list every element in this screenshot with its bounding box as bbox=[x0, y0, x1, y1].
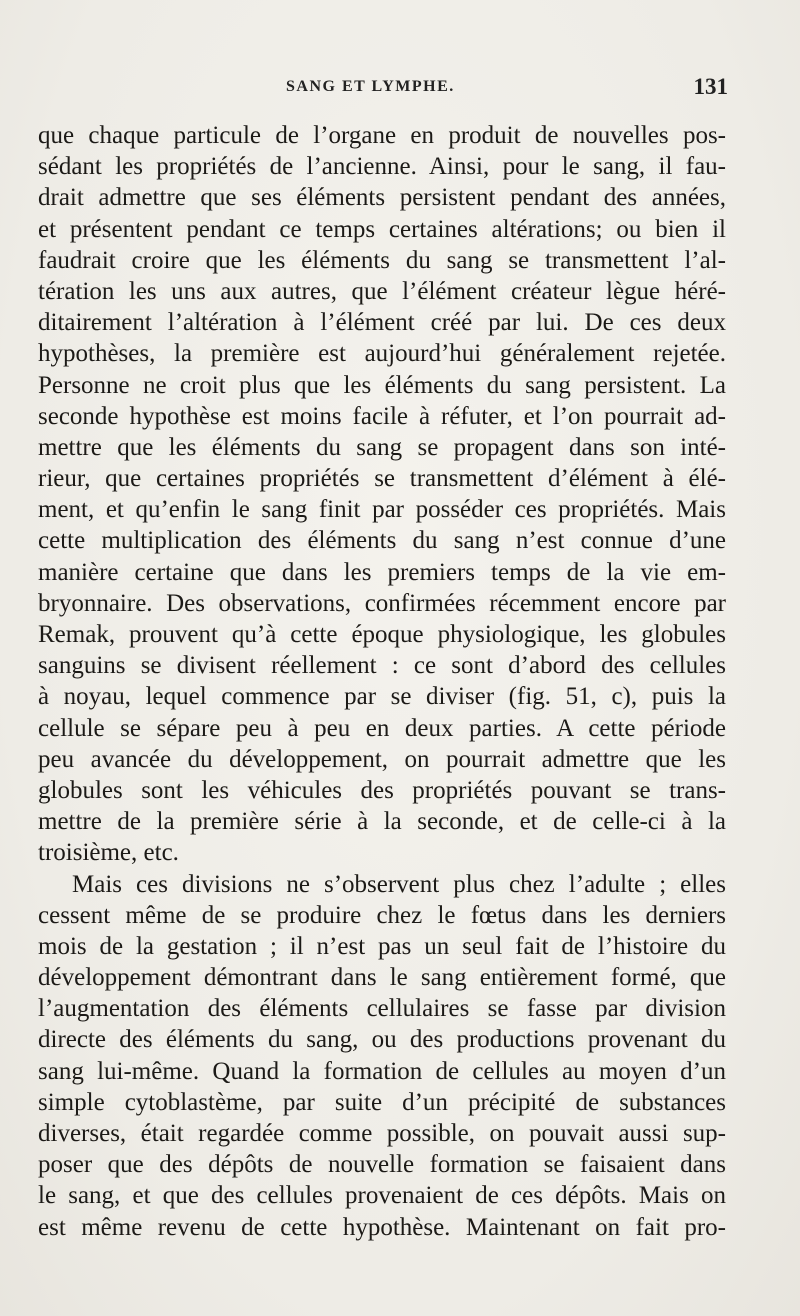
text-line: hypothèses, la première est aujourd’hui généralement rejetée. bbox=[38, 340, 726, 368]
text-line: est même revenu de cette hypothèse. Maintenant on fait pro- bbox=[38, 1213, 726, 1241]
text-line: développement démontrant dans le sang entièrement formé, que bbox=[38, 964, 726, 992]
text-line: peu avancée du développement, on pourrait admettre que les bbox=[38, 745, 726, 773]
text-line: mettre de la première série à la seconde, et de celle-ci à la bbox=[38, 808, 726, 836]
text-line: le sang, et que des cellules provenaient de ces dépôts. Mais on bbox=[38, 1182, 726, 1210]
text-line: Personne ne croit plus que les éléments du sang persistent. La bbox=[38, 371, 726, 399]
page-number: 131 bbox=[693, 74, 728, 99]
text-line: rieur, que certaines propriétés se transmettent d’élément à élé- bbox=[38, 465, 726, 493]
text-line: Remak, prouvent qu’à cette époque physiologique, les globules bbox=[38, 621, 726, 648]
text-line: troisième, etc. bbox=[38, 839, 179, 867]
text-line: cellule se sépare peu à peu en deux parties. A cette période bbox=[38, 714, 726, 742]
text-line: bryonnaire. Des observations, confirmées récemment encore par bbox=[38, 589, 726, 617]
text-line: globules sont les véhicules des propriétés pouvant se trans- bbox=[38, 776, 726, 804]
text-line: poser que des dépôts de nouvelle formation se faisaient dans bbox=[38, 1151, 726, 1179]
text-line: ditairement l’altération à l’élément créé par lui. De ces deux bbox=[38, 309, 726, 337]
text-line: seconde hypothèse est moins facile à réfuter, et l’on pourrait ad- bbox=[38, 402, 726, 430]
text-line: mettre que les éléments du sang se propagent dans son inté- bbox=[38, 433, 726, 461]
text-line: tération les uns aux autres, que l’élément créateur lègue héré- bbox=[38, 277, 726, 305]
text-line: l’augmentation des éléments cellulaires se fasse par division bbox=[38, 995, 726, 1023]
text-line: sang lui-même. Quand la formation de cellules au moyen d’un bbox=[38, 1057, 726, 1085]
running-title: SANG ET LYMPHE. bbox=[286, 78, 455, 95]
text-line: directe des éléments du sang, ou des productions provenant du bbox=[38, 1026, 726, 1054]
text-line: drait admettre que ses éléments persistent pendant des années, bbox=[38, 184, 726, 212]
text-line: sédant les propriétés de l’ancienne. Ainsi, pour le sang, il fau- bbox=[38, 153, 726, 181]
text-line: faudrait croire que les éléments du sang se transmettent l’al- bbox=[38, 246, 726, 274]
text-line: Mais ces divisions ne s’observent plus chez l’adulte ; elles bbox=[72, 870, 726, 898]
text-line: simple cytoblastème, par suite d’un précipité de substances bbox=[38, 1088, 726, 1116]
text-line: cette multiplication des éléments du sang n’est connue d’une bbox=[38, 527, 726, 555]
text-line: ment, et qu’enfin le sang finit par posséder ces propriétés. Mais bbox=[38, 496, 726, 524]
text-line: à noyau, lequel commence par se diviser (fig. 51, c), puis la bbox=[38, 683, 726, 711]
body-text bbox=[38, 120, 726, 1243]
text-line: diverses, était regardée comme possible, on pouvait aussi sup- bbox=[38, 1120, 726, 1147]
text-line: cessent même de se produire chez le fœtus dans les derniers bbox=[38, 901, 726, 929]
text-line: manière certaine que dans les premiers temps de la vie em- bbox=[38, 558, 726, 586]
text-line: et présentent pendant ce temps certaines altérations; ou bien il bbox=[38, 215, 726, 243]
text-line: que chaque particule de l’organe en produit de nouvelles pos- bbox=[38, 122, 726, 149]
text-line: mois de la gestation ; il n’est pas un seul fait de l’histoire du bbox=[38, 932, 726, 960]
text-line: sanguins se divisent réellement : ce sont d’abord des cellules bbox=[38, 652, 726, 680]
